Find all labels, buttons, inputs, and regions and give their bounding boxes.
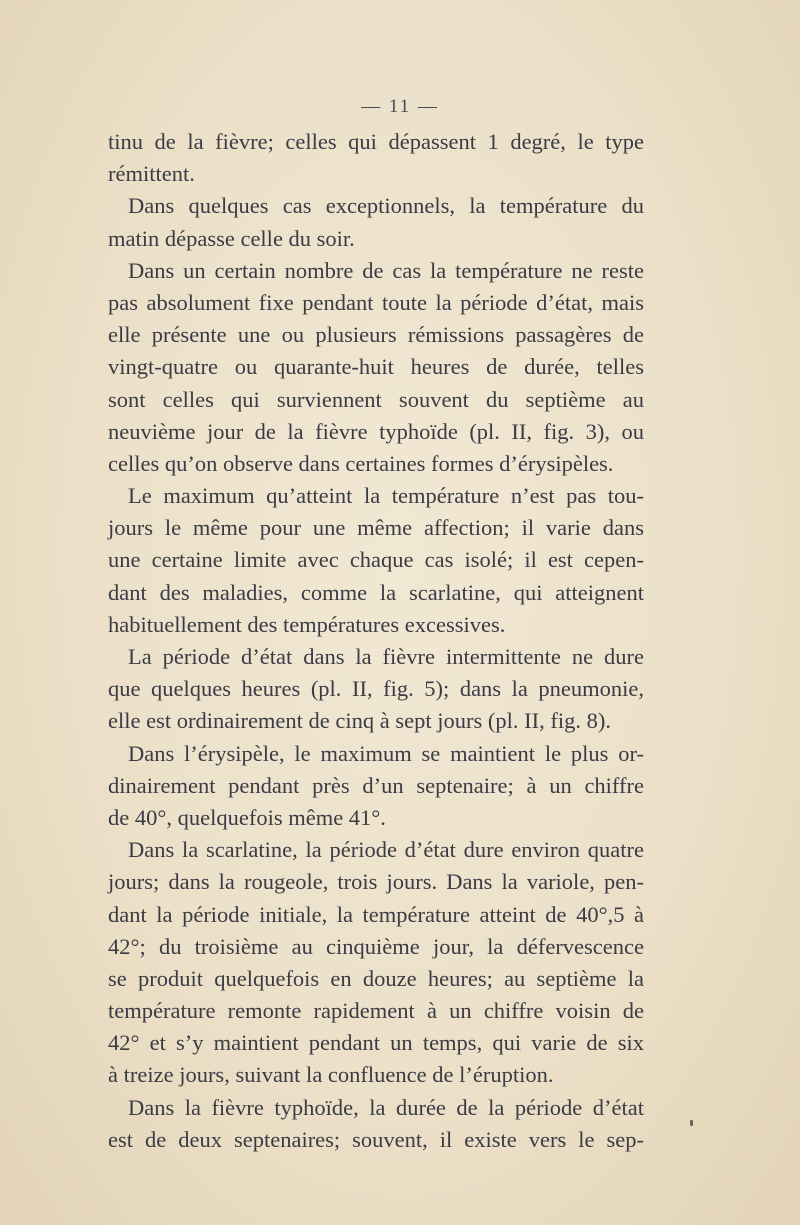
text-line: jours le même pour une même affection; il varie dans bbox=[108, 515, 644, 541]
text-line: à treize jours, suivant la confluence de l’éruption. bbox=[108, 1062, 554, 1088]
ink-speck bbox=[690, 1120, 693, 1126]
text-line: de 40°, quelquefois même 41°. bbox=[108, 804, 386, 830]
text-line: tinu de la fièvre; celles qui dépassent 1 degré, le type bbox=[108, 129, 644, 154]
text-line: pas absolument fixe pendant toute la période d’état, mais bbox=[108, 289, 644, 315]
text-line: est de deux septenaires; souvent, il existe vers le sep- bbox=[108, 1126, 644, 1152]
text-line: une certaine limite avec chaque cas isolé; il est cepen- bbox=[108, 547, 644, 573]
text-line: matin dépasse celle du soir. bbox=[108, 225, 355, 251]
text-line: se produit quelquefois en douze heures; au septième la bbox=[108, 965, 644, 991]
text-line: température remonte rapidement à un chiffre voisin de bbox=[108, 998, 644, 1024]
text-line: Le maximum qu’atteint la température n’est pas tou- bbox=[128, 483, 644, 509]
text-line: Dans quelques cas exceptionnels, la température du bbox=[128, 193, 644, 219]
text-line: sont celles qui surviennent souvent du septième au bbox=[108, 386, 644, 412]
text-line: 42°; du troisième au cinquième jour, la défervescence bbox=[108, 933, 644, 959]
text-line: dinairement pendant près d’un septenaire; à un chiffre bbox=[108, 772, 644, 798]
text-line: Dans l’érysipèle, le maximum se maintient le plus or- bbox=[128, 740, 644, 766]
text-line: 42° et s’y maintient pendant un temps, qui varie de six bbox=[108, 1030, 644, 1056]
text-line: que quelques heures (pl. II, fig. 5); dans la pneumonie, bbox=[108, 676, 644, 702]
text-line: dant des maladies, comme la scarlatine, qui atteignent bbox=[108, 579, 644, 605]
text-line: La période d’état dans la fièvre intermittente ne dure bbox=[128, 644, 644, 669]
text-line: neuvième jour de la fièvre typhoïde (pl. II, fig. 3), ou bbox=[108, 418, 644, 444]
text-line: elle présente une ou plusieurs rémissions passagères de bbox=[108, 322, 644, 348]
text-line: dant la période initiale, la température atteint de 40°,5 à bbox=[108, 901, 644, 927]
text-line: Dans un certain nombre de cas la température ne reste bbox=[128, 257, 644, 283]
page-number: — 11 — bbox=[361, 96, 439, 117]
text-line: Dans la scarlatine, la période d’état dure environ quatre bbox=[128, 837, 644, 863]
text-line: celles qu’on observe dans certaines formes d’érysipèles. bbox=[108, 450, 614, 476]
text-line: elle est ordinairement de cinq à sept jours (pl. II, fig. 8). bbox=[108, 708, 611, 734]
text-line: jours; dans la rougeole, trois jours. Dans la variole, pen- bbox=[108, 869, 644, 895]
text-line: Dans la fièvre typhoïde, la durée de la période d’état bbox=[128, 1094, 644, 1120]
text-line: vingt-quatre ou quarante-huit heures de durée, telles bbox=[108, 354, 644, 380]
text-line: habituellement des températures excessives. bbox=[108, 611, 506, 637]
text-line: rémittent. bbox=[108, 161, 195, 187]
body-text bbox=[108, 126, 644, 1156]
